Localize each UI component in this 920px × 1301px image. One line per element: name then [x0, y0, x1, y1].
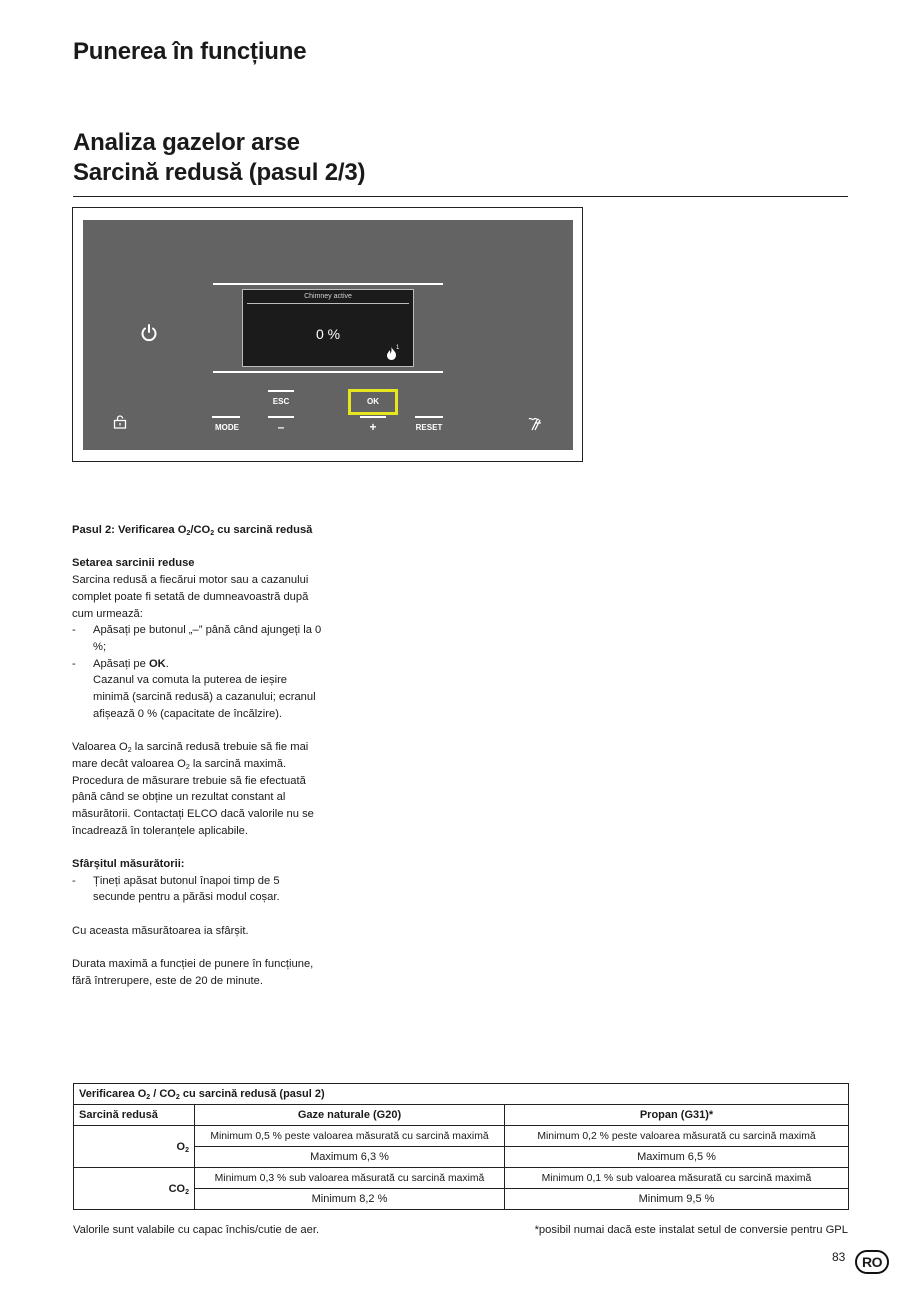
footnote-right: *posibil numai dacă este instalat setul de conversie pentru GPL [534, 1224, 848, 1236]
table-header-load: Sarcină redusă [74, 1105, 195, 1126]
table-caption-row [74, 1084, 849, 1105]
setting-heading: Setarea sarcinii reduse [72, 557, 195, 570]
esc-button-bar [268, 390, 294, 392]
list-item: - Apăsați pe butonul „–” până când ajungeți la 0 %; [72, 624, 322, 653]
page-title [73, 128, 365, 188]
table-cell: Maximum 6,3 % [195, 1147, 505, 1168]
minus-button[interactable]: – [277, 420, 285, 434]
table-param-co2: $CO_2$ [74, 1168, 195, 1210]
plus-button-bar [360, 416, 386, 418]
table-cell: Minimum 9,5 % [505, 1189, 849, 1210]
end-text: Cu aceasta măsurătoarea ia sfârșit. [72, 924, 249, 937]
reset-button-bar [415, 416, 443, 418]
page-title-line1: Analiza gazelor arse [73, 129, 300, 156]
table-cell: Minimum 0,3 % sub valoarea măsurată cu sarcină maximă [195, 1168, 505, 1189]
end-heading: Sfârșitul măsurătorii: [72, 858, 185, 871]
table-row [74, 1126, 849, 1147]
table-header-g20: Gaze naturale (G20) [195, 1105, 505, 1126]
minus-button-bar [268, 416, 294, 418]
table-cell: Minimum 0,2 % peste valoarea măsurată cu sarcină maximă [505, 1126, 849, 1147]
table-param-o2: $O_2$ [74, 1126, 195, 1168]
screen-value: 0 % [315, 326, 341, 342]
control-panel-figure [72, 207, 583, 462]
screen-divider [247, 303, 409, 304]
panel-line-top [213, 283, 443, 285]
table-cell: Minimum 8,2 % [195, 1189, 505, 1210]
setting-intro: Sarcina redusă a fiecărui motor sau a cazanului complet poate fi setată de dumneavoastră după cum urmează: [72, 574, 309, 620]
reset-button[interactable]: RESET [415, 423, 443, 432]
flame-badge: 1 [396, 345, 400, 351]
panel-line-bottom [213, 371, 443, 373]
table-header-row [74, 1105, 849, 1126]
table-header-g31: Propan (G31)* [505, 1105, 849, 1126]
table-cell: Minimum 0,5 % peste valoarea măsurată cu sarcină maximă [195, 1126, 505, 1147]
list-item: - Țineți apăsat butonul înapoi timp de 5 secunde pentru a părăsi modul coșar. [72, 874, 280, 904]
page-number: 83 [832, 1250, 846, 1264]
table-caption: Verificarea $O_2 / CO_2$ cu sarcină redusă (pasul 2) [74, 1084, 849, 1105]
control-panel [83, 220, 573, 450]
o2-co2-table [73, 1083, 849, 1210]
table-cell: Minimum 0,1 % sub valoarea măsurată cu sarcină maximă [505, 1168, 849, 1189]
screen-title: Chimney active [304, 293, 352, 300]
power-icon[interactable] [139, 323, 159, 343]
step-heading: Pasul 2: Verificarea $O_2/CO_2$ cu sarcină redusă [72, 524, 313, 537]
display-screen [242, 289, 414, 367]
footnote-left: Valorile sunt valabile cu capac închis/cutie de aer. [73, 1224, 320, 1236]
table-cell: Maximum 6,5 % [505, 1147, 849, 1168]
plus-button[interactable]: + [369, 420, 377, 434]
ok-button[interactable]: OK [367, 397, 379, 406]
step-instructions [72, 522, 322, 990]
title-divider [73, 196, 848, 197]
chimney-icon[interactable] [527, 415, 543, 431]
lock-icon[interactable] [113, 415, 127, 429]
mode-button[interactable]: MODE [215, 423, 239, 432]
duration-text: Durata maximă a funcției de punere în funcțiune, fără întrerupere, este de 20 de minute. [72, 958, 314, 987]
language-badge: RO [855, 1250, 889, 1274]
o2-explanation: Valoarea $O_2$ la sarcină redusă trebuie să fie mai mare decât valoarea $O_2$ la sarcină maximă. Procedura de măsurare trebuie să fie efectuată până când se obține un rezultat constant al măsurătorii. Contactați ELCO dacă valorile nu se încadrează în toleranțele aplicabile. [72, 741, 314, 837]
esc-button[interactable]: ESC [272, 397, 290, 406]
mode-button-bar [212, 416, 240, 418]
section-title: Punerea în funcțiune [73, 38, 307, 65]
flame-icon [386, 343, 400, 361]
table-row [74, 1168, 849, 1189]
page-title-line2: Sarcină redusă (pasul 2/3) [73, 159, 366, 186]
list-item: - Apăsați pe OK. Cazanul va comuta la puterea de ieșire minimă (sarcină redusă) a cazanului; ecranul afișează 0 % (capacitate de încălzire). [72, 657, 316, 720]
